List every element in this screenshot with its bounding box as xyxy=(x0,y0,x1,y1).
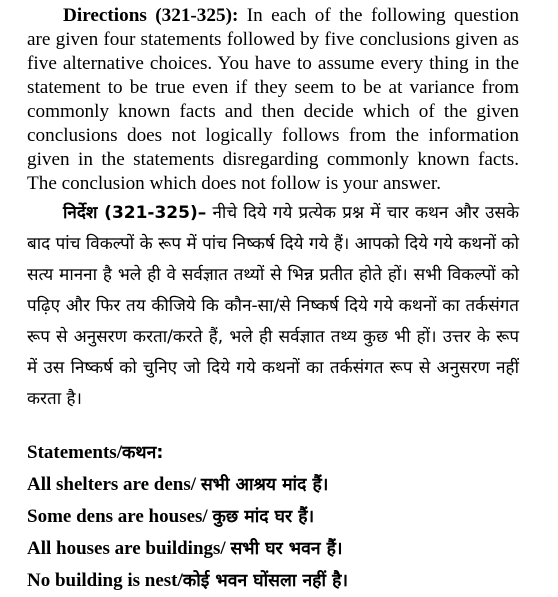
statements-heading: Statements/कथन: xyxy=(27,442,164,463)
directions-body: In each of the following question are given four statements followed by five conclusions given as five alternative choices. You have to assume every thing in the statement to be true even if they seem to be at variance from commonly known facts and then decide which of the given conclusions does not logically follows from the information given in the statements disregarding commonly known facts. The conclusion which does not follow is your answer. xyxy=(27,5,519,194)
statement-1: All shelters are dens/ सभी आश्रय मांद हैं। xyxy=(27,474,329,495)
directions-hindi xyxy=(27,198,519,415)
directions-body-hindi: नीचे दिये गये प्रत्येक प्रश्न में चार कथन और उसके बाद पांच विकल्पों के रूप में पांच निष्कर्ष दिये गये हैं। आपको दिये गये कथनों को सत्य मानना है भले ही वे सर्वज्ञात तथ्यों से भिन्न प्रतीत होते हों। सभी विकल्पों को पढ़िए और फिर तय कीजिये कि कौन-सा/से निष्कर्ष दिये गये कथनों का तर्कसंगत रूप से अनुसरण करता/करते हैं, भले ही सर्वज्ञात तथ्य कुछ भी हों। उत्तर के रूप में उस निष्कर्ष को चुनिए जो दिये गये कथनों का तर्कसंगत रूप से अनुसरण नहीं करता है। xyxy=(27,203,520,409)
statement-4: No building is nest/कोई भवन घोंसला नहीं है। xyxy=(27,570,348,591)
question-page xyxy=(27,4,519,597)
directions-label-hindi: निर्देश (321-325)– xyxy=(63,203,207,223)
directions-english xyxy=(27,4,519,196)
directions-label: Directions (321-325): xyxy=(63,5,239,26)
statement-2: Some dens are houses/ कुछ मांद घर हैं। xyxy=(27,506,315,527)
statements-block xyxy=(27,437,519,597)
statement-3: All houses are buildings/ सभी घर भवन हैं। xyxy=(27,538,343,559)
